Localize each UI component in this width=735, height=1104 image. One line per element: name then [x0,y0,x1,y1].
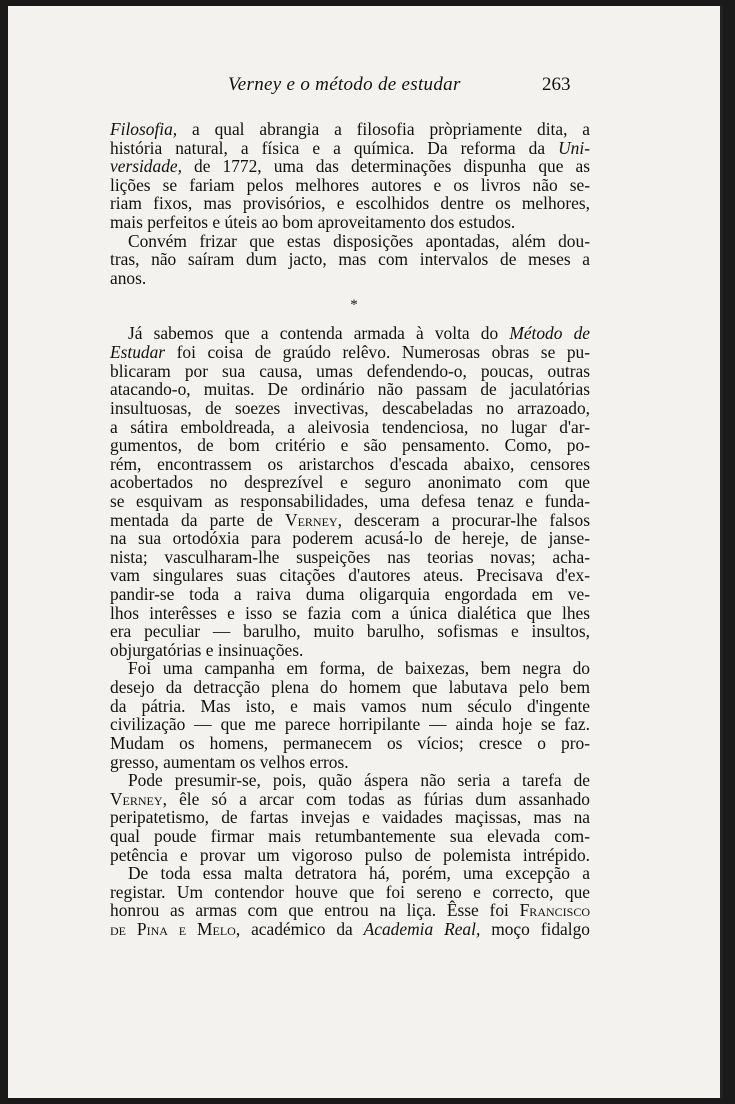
text-run: de 1772, uma das determinações dispunha que as [181,156,590,177]
text-line [110,753,590,772]
text-run: qual poude firmar mais retumbantemente sua elevada com- [110,825,590,846]
text-line [110,269,590,288]
text-run: lições se fariam pelos melhores autores e os livros não se- [110,174,590,195]
text-run: insultuosas, de soezes invectivas, descabeladas no arrazoado, [110,397,590,418]
text-run: gresso, aumentam os velhos erros. [110,751,349,772]
text-line [110,901,590,920]
text-run: , desceram a procurar-lhe falsos [337,509,590,530]
text-run: Uni- [558,137,590,158]
text-line [110,846,590,865]
text-run: Filosofia, [110,119,178,139]
text-line [110,120,590,139]
text-line [110,790,590,809]
text-run: Convém frizar que estas disposições apontadas, além dou- [128,230,590,251]
text-run: a sátira emboldreada, a aleivosia tendenciosa, no lugar d'ar- [110,416,590,437]
text-run: peripatetismo, de fartas invejas e vaidades maçissas, mas na [110,807,590,828]
text-run: honrou as armas com que entrou na liça. Êsse foi [110,900,520,921]
text-line [110,157,590,176]
text-run: mentada da parte de [110,509,286,530]
text-line [110,194,590,213]
text-line [110,436,590,455]
text-line [110,883,590,902]
text-run: acobertados no desprezível e seguro anonimato com que [110,472,590,493]
text-run: mais perfeitos e úteis ao bom aproveitamento dos estudos. [110,212,516,233]
text-run: Já sabemos que a contenda armada à volta do [128,323,510,344]
text-run: gumentos, de bom critério e são pensamento. Como, po- [110,435,590,456]
text-line [110,622,590,641]
text-run: nista; vasculharam-lhe suspeições nas teorias novas; acha- [110,546,590,567]
text-run: da pátria. Mas isto, e mais vamos num século d'ingente [110,695,590,716]
text-line [110,139,590,158]
text-run: riam fixos, mas provisórios, e escolhidos dentre os melhores, [110,193,590,214]
text-line [110,548,590,567]
text-line [110,418,590,437]
text-run: anos. [110,267,147,288]
text-run: na sua ortodóxia para poderem acusá-lo de hereje, de janse- [110,528,590,549]
text-run: pandir-se toda a raiva duma oligarquia engordada em ve- [110,584,590,605]
text-run: de Pina e Melo [110,918,236,939]
text-run: objurgatórias e insinuações. [110,639,304,660]
text-line [110,492,590,511]
text-run: desejo da detracção plena do homem que labutava pelo bem [110,677,590,698]
text-line [110,399,590,418]
text-run: Verney [285,509,338,530]
text-run: Estudar [110,342,166,363]
text-line [110,585,590,604]
text-run: era peculiar — barulho, muito barulho, sofismas e insultos, [110,621,590,642]
text-run: Verney [110,788,163,809]
text-line [110,529,590,548]
text-run: De toda essa malta detratora há, porém, uma excepção a [128,863,590,884]
text-run: se esquivam as responsabilidades, uma defesa tenaz e funda- [110,490,590,511]
text-line [110,511,590,530]
text-line [110,864,590,883]
text-line [110,213,590,232]
text-run: atacando-o, muitas. De ordinário não passam de jaculatórias [110,379,590,400]
text-line [110,232,590,251]
text-run: blicaram por sua causa, umas defendendo-o, poucas, outras [110,360,590,381]
text-line [110,343,590,362]
text-line [110,734,590,753]
section-separator: * [350,297,358,314]
text-run: versidade, [110,156,182,177]
text-line [110,697,590,716]
text-line [110,771,590,790]
text-line [110,920,590,939]
text-line [110,324,590,343]
text-line [110,659,590,678]
text-run: Mudam os homens, permanecem os vícios; cresce o pro- [110,732,590,753]
text-run: a qual abrangia a filosofia pròpriamente dita, a [177,119,590,139]
text-run: petência e provar um vigoroso pulso de polemista intrépido. [110,844,590,865]
text-run: tras, não saíram dum jacto, mas com intervalos de meses a [110,249,590,270]
page-number: 263 [542,74,571,95]
text-run: vam singulares suas citações d'autores ateus. Precisava d'ex- [110,565,590,586]
text-run: Academia Real, [363,918,481,939]
text-line [110,678,590,697]
text-run: lhos interêsses e isso se fazia com a única dialética que lhes [110,602,590,623]
text-run: Pode presumir-se, pois, quão áspera não seria a tarefa de [128,770,590,791]
text-line [110,604,590,623]
text-run: Foi uma campanha em forma, de baixezas, bem negra do [128,658,590,679]
book-page [8,6,723,1098]
text-line [110,176,590,195]
text-run: civilização — que me parece horripilante — ainda hoje se faz. [110,714,590,735]
text-run: , êle só a arcar com todas as fúrias dum assanhado [162,788,590,809]
text-line [110,808,590,827]
text-line [110,473,590,492]
text-run: moço fidalgo [480,918,590,939]
text-line [110,827,590,846]
text-run: , académico da [235,918,364,939]
text-line [110,715,590,734]
page-header [8,74,720,104]
text-line [110,380,590,399]
text-line [110,641,590,660]
text-line [110,455,590,474]
body-text [110,120,590,939]
text-line [110,566,590,585]
text-line [110,250,590,269]
running-title: Verney e o método de estudar [228,74,461,95]
text-run: foi coisa de graúdo relêvo. Numerosas obras se pu- [165,342,590,363]
text-run: rém, encontrassem os aristarchos d'escada abaixo, censores [110,453,590,474]
text-run: Francisco [519,900,590,921]
text-run: registar. Um contendor houve que foi sereno e correcto, que [110,881,590,902]
text-run: história natural, a física e a química. Da reforma da [110,137,559,158]
text-line [110,362,590,381]
text-run: Método de [509,323,591,344]
